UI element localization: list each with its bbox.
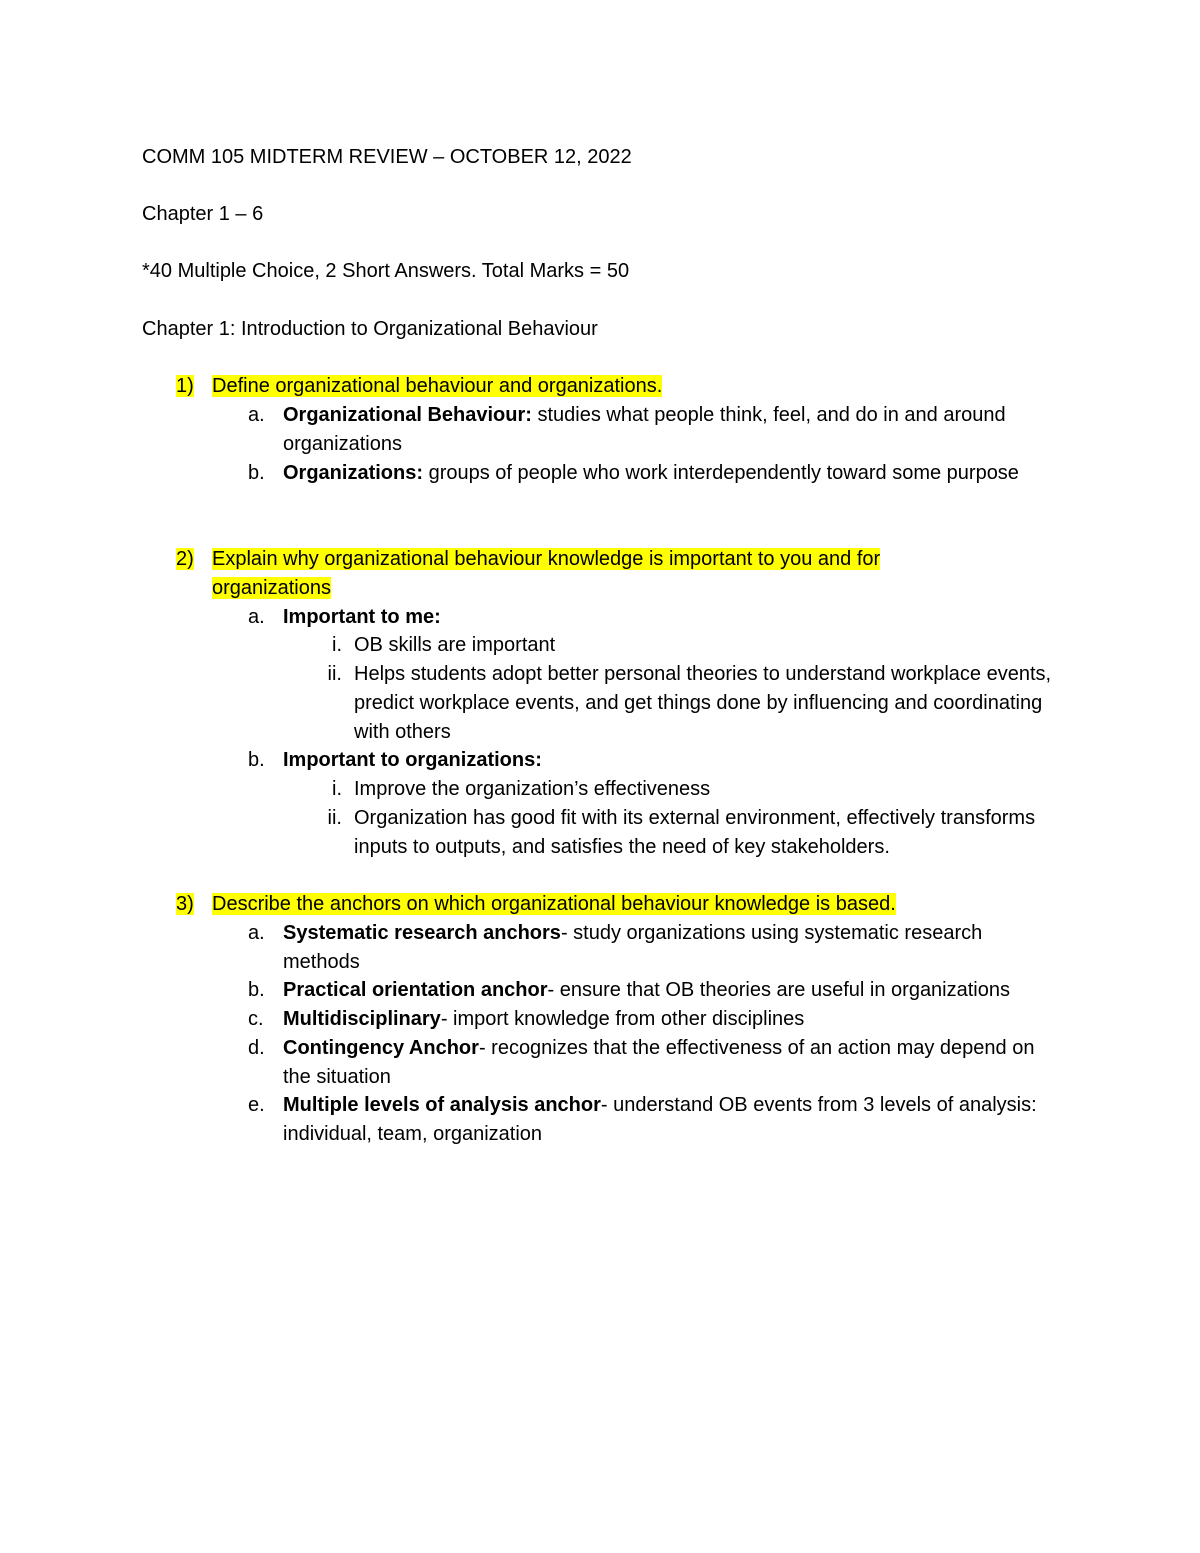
chapter-heading: Chapter 1: Introduction to Organizational Behaviour [142, 318, 598, 340]
q2-b-i-text: Improve the organization’s effectiveness [354, 778, 711, 800]
q1-a-definition: studies what people think, feel, and do in and around organizations [283, 404, 1006, 455]
q1-b-term: Organizations: [283, 462, 424, 484]
q1-a-term: Organizational Behaviour: [283, 404, 532, 426]
q3-a-item [283, 919, 1063, 977]
q2-a-marker: a. [248, 606, 265, 628]
question-3-text: Describe the anchors on which organizational behaviour knowledge is based. [212, 893, 896, 915]
q3-a-term: Systematic research anchors [283, 922, 561, 944]
q3-e-definition: - understand OB events from 3 levels of analysis: individual, team, organization [283, 1094, 1037, 1145]
q3-d-marker: d. [248, 1037, 265, 1059]
q3-e-item [283, 1091, 1063, 1149]
q3-b-item [283, 976, 1063, 1005]
q3-d-term: Contingency Anchor [283, 1037, 479, 1059]
question-2-number: 2) [176, 548, 194, 570]
q3-e-marker: e. [248, 1094, 265, 1116]
q3-c-item [283, 1005, 1063, 1034]
q2-a-ii-marker: ii. [327, 663, 342, 685]
q2-b-i-marker: i. [332, 778, 342, 800]
q2-a-ii-text: Helps students adopt better personal theories to understand workplace events, predict workplace events, and get things done by influencing and coordinating with others [354, 663, 1052, 743]
q1-a-item [283, 401, 1063, 459]
q1-b-item [283, 459, 1063, 488]
q3-e-term: Multiple levels of analysis anchor [283, 1094, 601, 1116]
q2-b-marker: b. [248, 749, 265, 771]
q2-a-i-text: OB skills are important [354, 634, 556, 656]
chapter-range: Chapter 1 – 6 [142, 203, 264, 225]
q3-b-definition: - ensure that OB theories are useful in organizations [547, 979, 1010, 1001]
q3-d-item [283, 1034, 1063, 1092]
q3-c-marker: c. [248, 1008, 264, 1030]
question-3-number: 3) [176, 893, 194, 915]
q1-b-marker: b. [248, 462, 265, 484]
q2-b-ii-text: Organization has good fit with its external environment, effectively transforms inputs to outputs, and satisfies the need of key stakeholders. [354, 807, 1036, 858]
q2-a-i-marker: i. [332, 634, 342, 656]
q2-b-heading: Important to organizations: [283, 749, 542, 771]
q3-a-definition: - study organizations using systematic research methods [283, 922, 983, 973]
q2-b-ii-marker: ii. [327, 807, 342, 829]
question-1-text: Define organizational behaviour and organizations. [212, 375, 663, 397]
question-2-text: Explain why organizational behaviour knowledge is important to you and for organizations [212, 548, 881, 599]
q1-b-definition: groups of people who work interdependently toward some purpose [423, 462, 1019, 484]
q3-b-marker: b. [248, 979, 265, 1001]
exam-format: *40 Multiple Choice, 2 Short Answers. Total Marks = 50 [142, 260, 630, 282]
q1-a-marker: a. [248, 404, 265, 426]
q2-a-heading: Important to me: [283, 606, 441, 628]
q3-c-definition: - import knowledge from other disciplines [440, 1008, 805, 1030]
q3-c-term: Multidisciplinary [283, 1008, 441, 1030]
q3-b-term: Practical orientation anchor [283, 979, 548, 1001]
document-title: COMM 105 MIDTERM REVIEW – OCTOBER 12, 2022 [142, 146, 632, 168]
question-1-number: 1) [176, 375, 194, 397]
q3-a-marker: a. [248, 922, 265, 944]
q3-d-definition: - recognizes that the effectiveness of an action may depend on the situation [283, 1037, 1035, 1088]
